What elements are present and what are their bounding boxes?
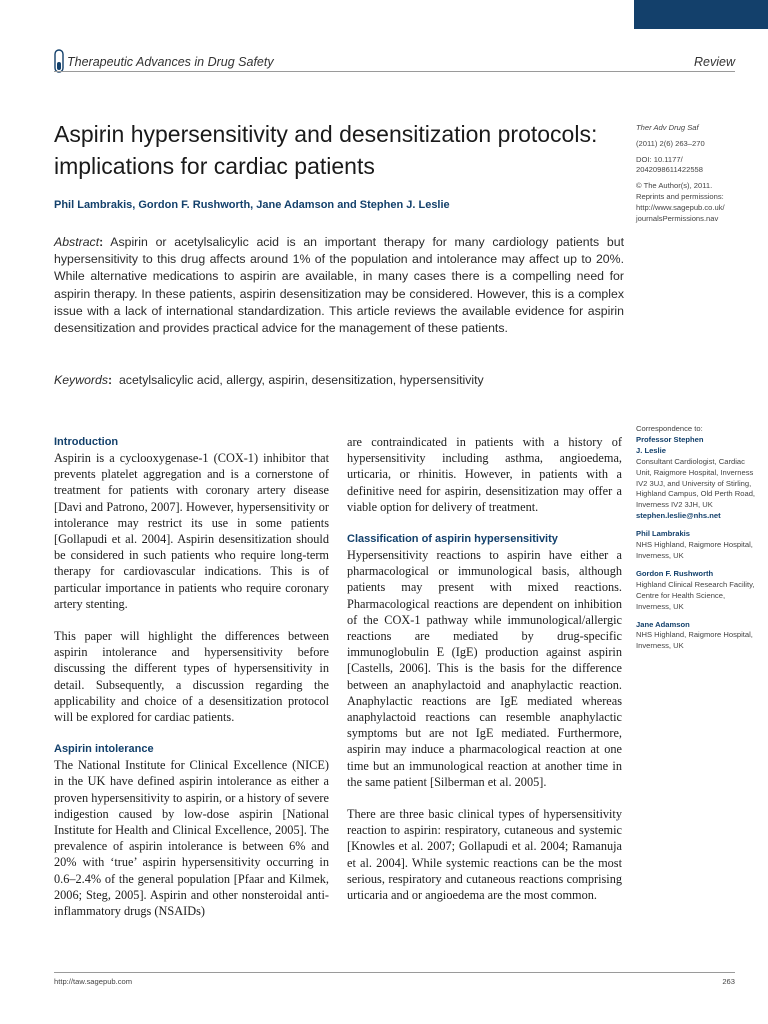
doi-label: DOI: 10.1177/ (636, 154, 683, 164)
body-paragraph: The National Institute for Clinical Excellence (NICE) in the UK have defined aspirin intolerance as either a proven hypersensitivity to aspirin, or a history of severe indigestion caused by low-dose aspirin [National Institute for Health and Clinical Excellence, 2005]. The prevalence of aspirin intolerance is between 6% and 20% with ‘true’ aspirin hypersensitivity occurring in 0.6–2.4% of the general population [Pfaar and Kilmek, 2006; Steg, 2005]. Aspirin and other nonsteroidal anti-inflammatory drugs (NSAIDs) (54, 758, 329, 919)
body-column-left (54, 434, 329, 919)
footer-divider (54, 972, 735, 973)
abstract-label: Abstract (54, 235, 100, 249)
correspondence-name-cont: J. Leslie (636, 445, 666, 455)
copyright: © The Author(s), 2011. (636, 181, 713, 191)
journal-name: Therapeutic Advances in Drug Safety (67, 55, 274, 69)
journal-abbrev: Ther Adv Drug Saf (636, 123, 699, 132)
header-color-block (634, 0, 768, 29)
keywords-text: acetylsalicylic acid, allergy, aspirin, desensitization, hypersensitivity (118, 373, 484, 387)
keywords-label: Keywords (54, 373, 108, 387)
author-affiliation (636, 620, 760, 653)
abstract: Abstract: Aspirin or acetylsalicylic acid is an important therapy for many cardiology patients but hypersensitivity to this drug affects around 1% of the population and intolerance may affect up to 20%. While alternative medications to aspirin are available, in many cases there is a compelling need for aspirin therapy. In these patients, aspirin desensitization may be considered. However, this is a complex issue with a lack of international standardization. This article reviews the available evidence for aspirin desensitization and provides practical advice for the management of these patients. (54, 235, 624, 336)
body-paragraph: This paper will highlight the differences between aspirin intolerance and hypersensitivity before discussing the different types of hypersensitivity in detail. Subsequently, a discussion regarding the applicability and choice of a desensitization protocol will be explored for cardiac patients. (54, 629, 329, 725)
section-heading-introduction: Introduction (54, 436, 119, 448)
keywords: Keywords: acetylsalicylic acid, allergy, aspirin, desensitization, hypersensitivity (54, 373, 484, 387)
body-column-right (347, 434, 622, 903)
correspondence-label: Correspondence to: (636, 424, 703, 433)
journal-icon (54, 49, 64, 73)
abstract-text: Aspirin or acetylsalicylic acid is an important therapy for many cardiology patients but hypersensitivity to this drug affects around 1% of the population and intolerance may affect up to 20%. While alternative medications to aspirin are available, in many cases there is a compelling need for aspirin therapy. In these patients, aspirin desensitization may be considered. However, this is a complex issue with a lack of international standardization. This article reviews the available evidence for aspirin desensitization and provides practical advice for the management of these patients. (54, 235, 624, 336)
body-paragraph: There are three basic clinical types of hypersensitivity reaction to aspirin: respiratory, cutaneous and systemic [Knowles et al. 2007; Gollapudi et al. 2004; Ramanuja et al. 2004]. While systemic reactions can be the most serious, respiratory and cutaneous reactions comprising urticaria and or angioedema are the most common. (347, 807, 622, 903)
permissions-link[interactable]: http://www.sagepub.co.uk/ (636, 202, 725, 212)
correspondence-name: Professor Stephen (636, 434, 704, 444)
correspondence-email[interactable]: stephen.leslie@nhs.net (636, 511, 721, 521)
article-authors: Phil Lambrakis, Gordon F. Rushworth, Jane Adamson and Stephen J. Leslie (54, 199, 450, 211)
section-label: Review (694, 55, 735, 69)
footer-url[interactable]: http://taw.sagepub.com (54, 977, 133, 986)
section-heading-intolerance: Aspirin intolerance (54, 743, 154, 756)
body-paragraph: Hypersensitivity reactions to aspirin have either a pharmacological or immunological basis, although patients may present with mixed reactions. Pharmacological reactions are dependent on inhibition of the COX-1 pathway while immunological/allergic reactions are mediated by drug-specific immunoglobulin E (IgE) production against aspirin [Castells, 2006]. This is the basis for the difference between an anaphylactoid and anaphylactic reaction. Anaphylactic reactions are IgE mediated whereas anaphylactoid reactions can resemble anaphylactic symptoms but are not IgE mediated. Furthermore, aspirin may induce a pharmacological reaction at one time but an immunological reaction at another time in the same patient [Silberman et al. 2005]. (347, 548, 622, 789)
author-affiliation (636, 529, 760, 562)
section-heading-classification: Classification of aspirin hypersensitivity (347, 533, 558, 546)
author-name: Gordon F. Rushworth (636, 568, 714, 578)
doi-value: 2042098611422558 (636, 165, 704, 175)
author-name: Phil Lambrakis (636, 529, 691, 539)
correspondence-block (636, 424, 760, 652)
permissions-link-cont[interactable]: journalsPermissions.nav (636, 213, 719, 223)
author-affil: Highland Clinical Research Facility, Centre for Health Science, Inverness, UK (636, 579, 755, 611)
body-paragraph: are contraindicated in patients with a history of hypersensitivity including asthma, angioedema, urticaria, or rhinitis. However, in patients with a definitive need for aspirin, desensitization may offer a viable option for delivery of treatment. (347, 435, 622, 514)
volume-info: (2011) 2(6) 263–270 (636, 138, 705, 148)
body-paragraph: Aspirin is a cyclooxygenase-1 (COX-1) inhibitor that prevents platelet aggregation and is a cornerstone of treatment for patients with coronary artery disease [Davi and Patrono, 2007]. However, hypersensitivity or intolerance may restrict its use in some patients [Gollapudi et al. 2004]. Aspirin desensitization should be considered in such patients who require long-term therapy for cardiovascular indications. This is of particular importance in patients who require coronary artery stenting. (54, 451, 329, 611)
article-title: Aspirin hypersensitivity and desensitization protocols: implications for cardiac patients (54, 121, 598, 179)
author-affil: NHS Highland, Raigmore Hospital, Inverness, UK (636, 540, 753, 560)
author-affil: NHS Highland, Raigmore Hospital, Inverness, UK (636, 630, 753, 651)
article-metadata (636, 123, 756, 224)
author-name: Jane Adamson (636, 619, 690, 629)
permissions-line: Reprints and permissions: (636, 191, 724, 201)
header-divider (54, 71, 735, 72)
author-affiliation (636, 569, 760, 613)
correspondence-address: Consultant Cardiologist, Cardiac Unit, Raigmore Hospital, Inverness IV2 3UJ, and University of Stirling, Highland Campus, Old Perth Road, Inverness IV2 3JH, UK (636, 456, 756, 510)
page-number: 263 (722, 977, 735, 986)
